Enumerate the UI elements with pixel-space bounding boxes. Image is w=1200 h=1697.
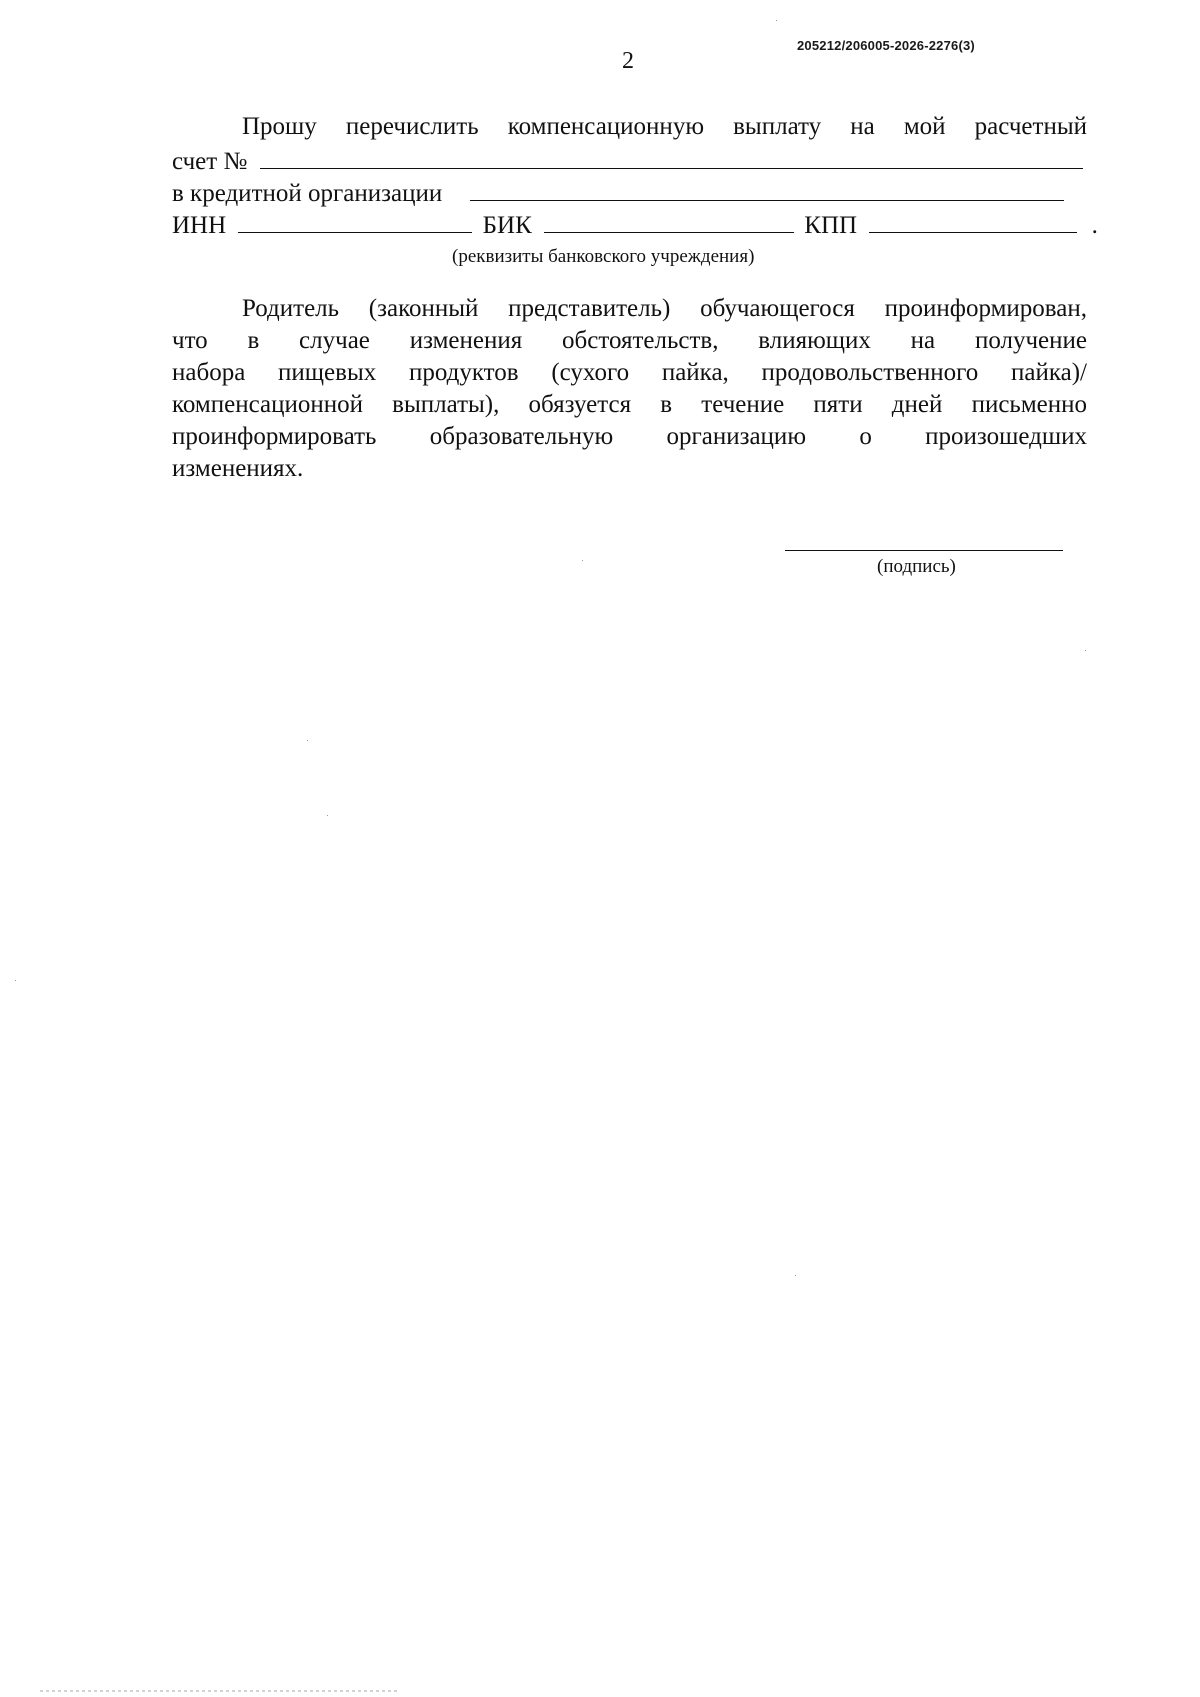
scan-speck [795, 1275, 796, 1276]
kpp-label: КПП [804, 212, 858, 239]
scan-speck [307, 740, 308, 741]
account-number-label: счет № [172, 148, 248, 175]
notice-line-2: что в случае изменения обстоятельств, влияющих на получение [172, 327, 1087, 354]
inn-label: ИНН [172, 212, 227, 239]
notice-line-5: проинформировать образовательную организацию о произошедших [172, 423, 1087, 450]
page-number: 2 [622, 48, 634, 74]
bank-codes-row [172, 210, 1098, 241]
credit-organization-label: в кредитной организации [172, 180, 443, 207]
document-registration-number: 205212/206005-2026-2276(3) [797, 38, 975, 53]
request-line-1: Прошу перечислить компенсационную выплату на мой расчетный [242, 113, 1087, 140]
scan-speck [15, 980, 16, 981]
kpp-field[interactable] [869, 210, 1077, 233]
account-number-row [172, 146, 1083, 177]
scan-speck [327, 815, 328, 816]
signature-caption: (подпись) [877, 556, 956, 577]
bik-label: БИК [482, 212, 532, 239]
scan-speck [1085, 650, 1086, 651]
bik-field[interactable] [544, 210, 794, 233]
credit-organization-row [172, 178, 1064, 209]
account-number-field[interactable] [260, 146, 1083, 169]
notice-line-6: изменениях. [172, 455, 304, 482]
credit-organization-field[interactable] [470, 178, 1064, 201]
signature-field[interactable] [785, 550, 1063, 551]
bank-details-caption: (реквизиты банковского учреждения) [452, 246, 755, 267]
notice-line-4: компенсационной выплаты), обязуется в течение пяти дней письменно [172, 391, 1087, 418]
scan-speck [776, 20, 777, 21]
inn-field[interactable] [238, 210, 472, 233]
notice-line-1: Родитель (законный представитель) обучающегося проинформирован, [242, 295, 1087, 322]
end-mark: . [1091, 212, 1098, 239]
scan-edge-noise [40, 1690, 400, 1692]
scan-speck [582, 560, 583, 561]
notice-line-3: набора пищевых продуктов (сухого пайка, продовольственного пайка)/ [172, 359, 1087, 386]
